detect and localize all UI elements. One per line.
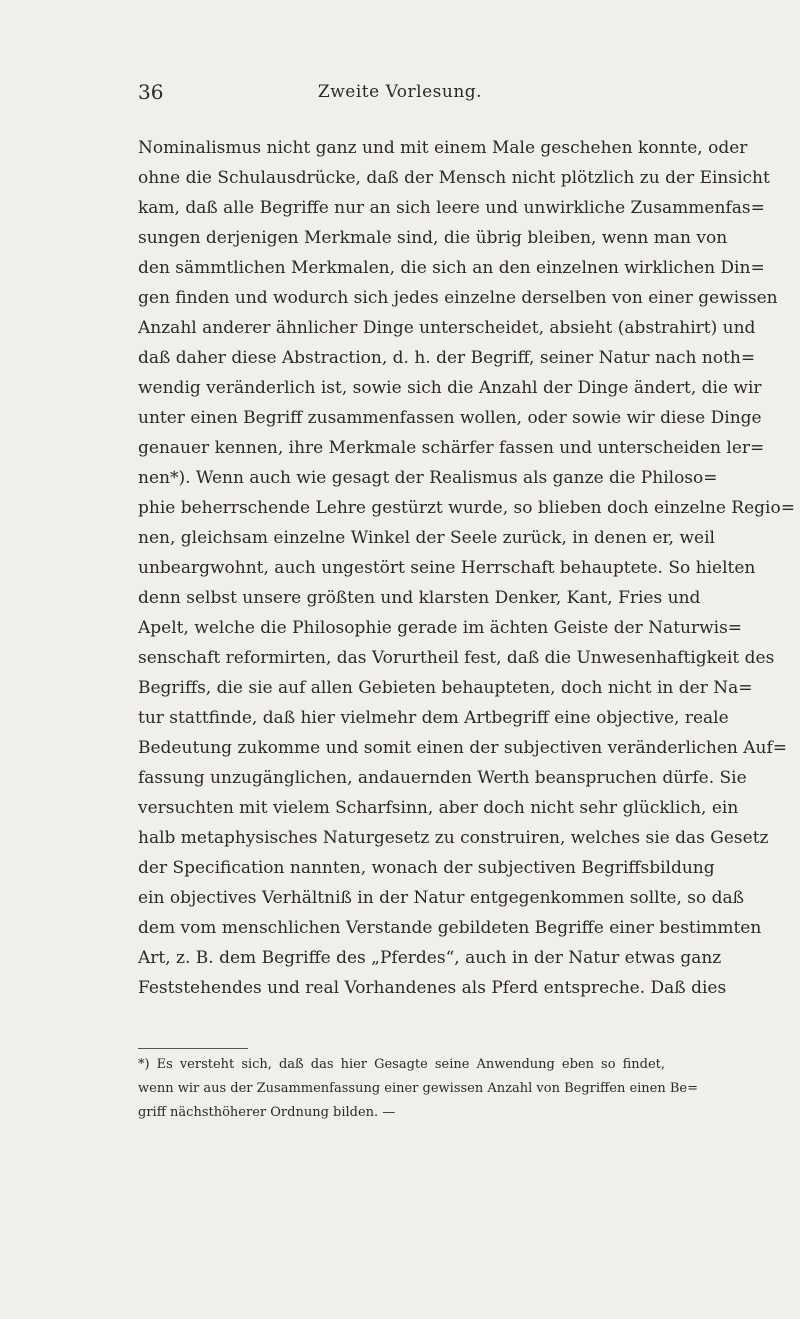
text-line: daß daher diese Abstraction, d. h. der Begriff, seiner Natur nach noth= (138, 348, 756, 368)
text-line: den sämmtlichen Merkmalen, die sich an den einzelnen wirklichen Din= (138, 258, 765, 278)
text-line: sungen derjenigen Merkmale sind, die übrig bleiben, wenn man von (138, 228, 728, 248)
text-line: wendig veränderlich ist, sowie sich die Anzahl der Dinge ändert, die wir (138, 378, 762, 398)
text-line: Begriffs, die sie auf allen Gebieten behaupteten, doch nicht in der Na= (138, 678, 753, 698)
text-line: dem vom menschlichen Verstande gebildeten Begriffe einer bestimmten (138, 918, 762, 938)
body-text (138, 133, 795, 1003)
footnote-line: wenn wir aus der Zusammenfassung einer gewissen Anzahl von Begriffen einen Be= (138, 1081, 699, 1096)
text-line: senschaft reformirten, das Vorurtheil fest, daß die Unwesenhaftigkeit des (138, 648, 775, 668)
text-line: tur stattfinde, daß hier vielmehr dem Artbegriff eine objective, reale (138, 708, 729, 728)
text-line: versuchten mit vielem Scharfsinn, aber doch nicht sehr glücklich, ein (138, 798, 739, 818)
footnote-line: *) Es versteht sich, daß das hier Gesagte seine Anwendung eben so findet, (138, 1057, 665, 1072)
text-line: der Specification nannten, wonach der subjectiven Begriffsbildung (138, 858, 715, 878)
text-line: Anzahl anderer ähnlicher Dinge unterscheidet, absieht (abstrahirt) und (138, 318, 756, 338)
text-line: unbeargwohnt, auch ungestört seine Herrschaft behauptete. So hielten (138, 558, 756, 578)
text-line: Feststehendes und real Vorhandenes als Pferd entspreche. Daß dies (138, 978, 727, 998)
text-line: ein objectives Verhältniß in der Natur entgegenkommen sollte, so daß (138, 888, 744, 908)
text-line: Apelt, welche die Philosophie gerade im ächten Geiste der Naturwis= (138, 618, 743, 638)
text-line: nen, gleichsam einzelne Winkel der Seele zurück, in denen er, weil (138, 528, 715, 548)
footnote-line: griff nächsthöherer Ordnung bilden. — (138, 1105, 396, 1120)
running-title: Zweite Vorlesung. (317, 82, 483, 102)
text-line: genauer kennen, ihre Merkmale schärfer fassen und unterscheiden ler= (138, 438, 765, 458)
text-line: halb metaphysisches Naturgesetz zu construiren, welches sie das Gesetz (138, 828, 769, 848)
text-line: ohne die Schulausdrücke, daß der Mensch nicht plötzlich zu der Einsicht (138, 168, 770, 188)
text-line: Art, z. B. dem Begriffe des „Pferdes“, auch in der Natur etwas ganz (138, 948, 722, 968)
text-line: phie beherrschende Lehre gestürzt wurde, so blieben doch einzelne Regio= (138, 498, 795, 518)
text-line: Bedeutung zukomme und somit einen der subjectiven veränderlichen Auf= (138, 738, 788, 758)
footnote (138, 1053, 699, 1125)
page-number: 36 (138, 80, 164, 104)
text-line: nen*). Wenn auch wie gesagt der Realismus als ganze die Philoso= (138, 468, 718, 488)
page-header (138, 80, 662, 110)
text-line: gen finden und wodurch sich jedes einzelne derselben von einer gewissen (138, 288, 778, 308)
text-line: kam, daß alle Begriffe nur an sich leere und unwirkliche Zusammenfas= (138, 198, 765, 218)
text-line: fassung unzugänglichen, andauernden Werth beanspruchen dürfe. Sie (138, 768, 747, 788)
text-line: unter einen Begriff zusammenfassen wollen, oder sowie wir diese Dinge (138, 408, 762, 428)
text-line: denn selbst unsere größten und klarsten Denker, Kant, Fries und (138, 588, 701, 608)
text-line: Nominalismus nicht ganz und mit einem Male geschehen konnte, oder (138, 138, 748, 158)
footnote-rule (138, 1048, 248, 1049)
